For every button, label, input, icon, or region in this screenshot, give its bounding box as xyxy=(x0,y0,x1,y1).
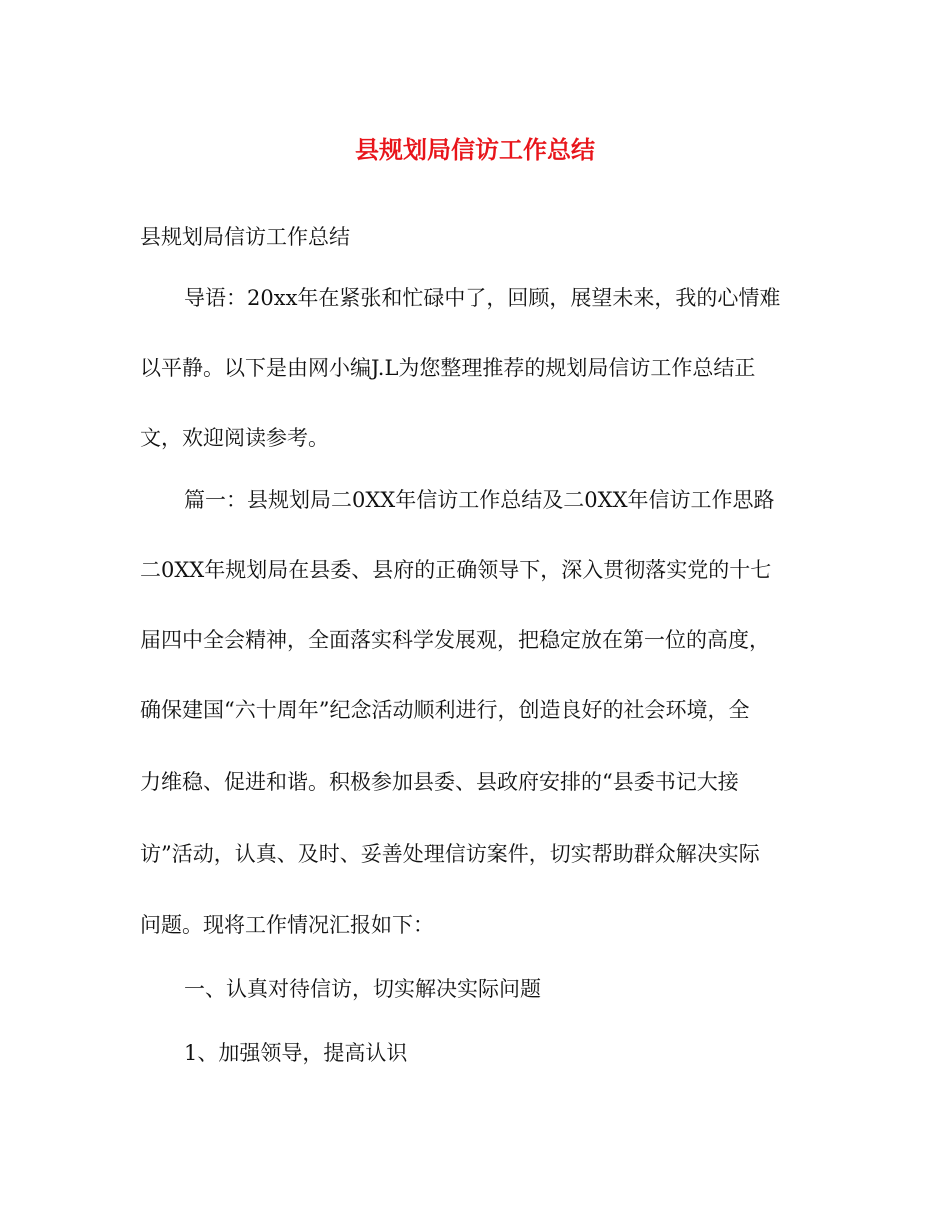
subsection-heading: 1、加强领导，提高认识 xyxy=(184,1041,408,1065)
paragraph-line: 确保建国“六十周年”纪念活动顺利进行，创造良好的社会环境，全 xyxy=(140,698,750,722)
paragraph-line: 篇一：县规划局二0XX年信访工作总结及二0XX年信访工作思路 xyxy=(184,488,775,512)
paragraph-line: 力维稳、促进和谐。积极参加县委、县政府安排的“县委书记大接 xyxy=(140,770,739,794)
paragraph-line: 问题。现将工作情况汇报如下： xyxy=(140,913,434,937)
subtitle-line: 县规划局信访工作总结 xyxy=(140,225,350,249)
paragraph-line: 二0XX年规划局在县委、县府的正确领导下，深入贯彻落实党的十七 xyxy=(140,558,772,582)
paragraph-line: 以平静。以下是由网小编J.L为您整理推荐的规划局信访工作总结正 xyxy=(140,356,756,380)
paragraph-line: 导语：20xx年在紧张和忙碌中了，回顾，展望未来，我的心情难 xyxy=(184,286,781,310)
paragraph-line: 文，欢迎阅读参考。 xyxy=(140,426,329,450)
document-title: 县规划局信访工作总结 xyxy=(355,135,595,164)
paragraph-line: 访”活动，认真、及时、妥善处理信访案件，切实帮助群众解决实际 xyxy=(140,842,760,866)
section-heading: 一、认真对待信访，切实解决实际问题 xyxy=(184,977,541,1001)
paragraph-line: 届四中全会精神，全面落实科学发展观，把稳定放在第一位的高度， xyxy=(140,628,770,652)
